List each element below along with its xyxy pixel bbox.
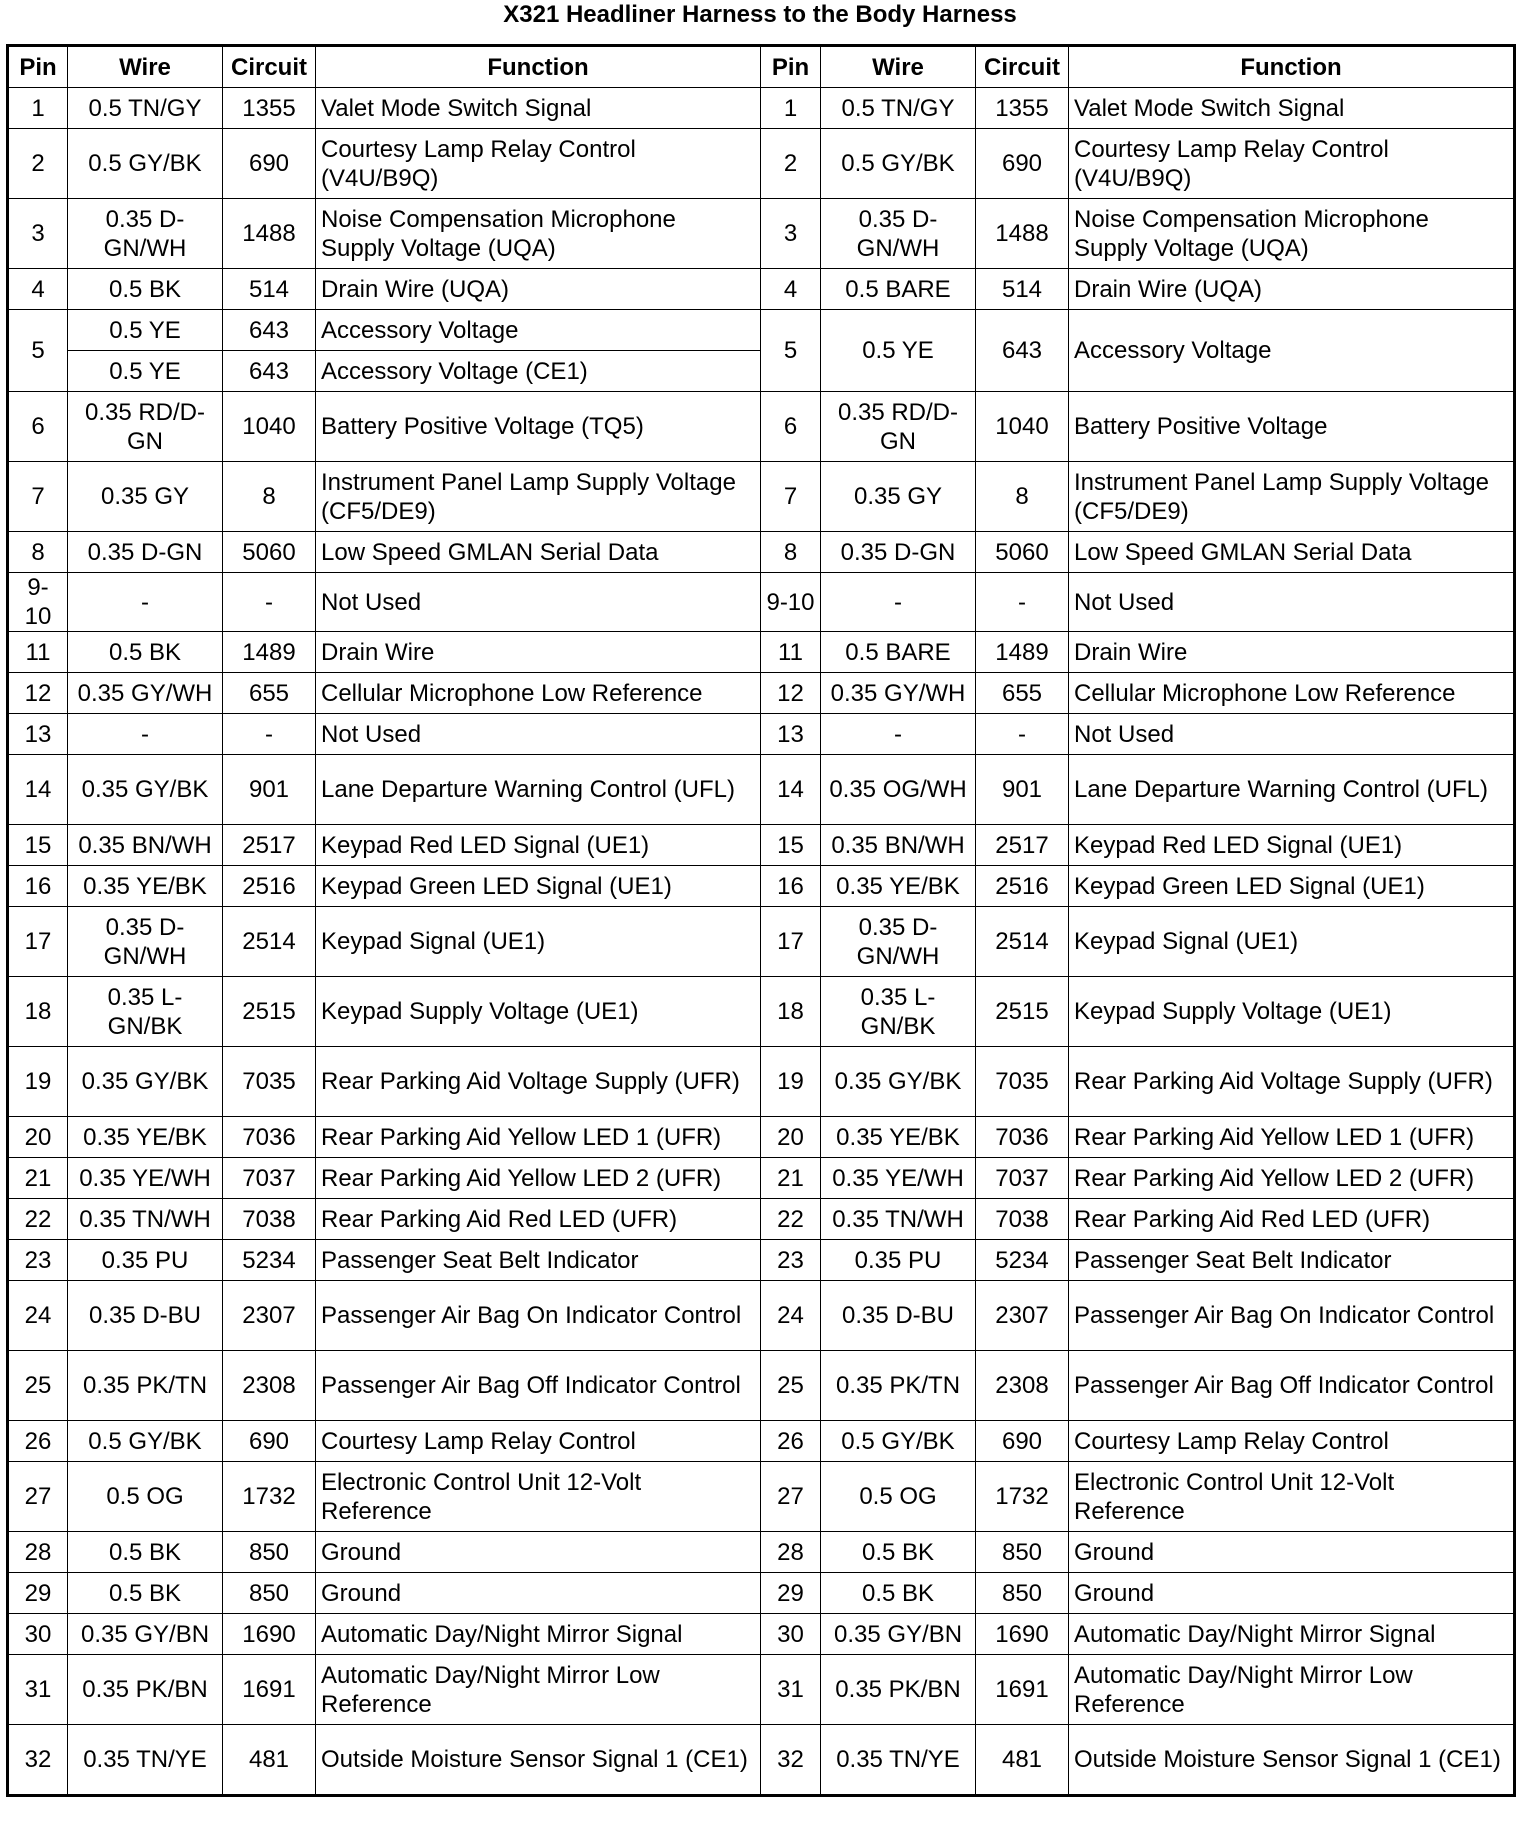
wire-cell: 0.35 TN/WH xyxy=(821,1199,976,1240)
function-cell: Battery Positive Voltage xyxy=(1069,392,1515,462)
pin-cell: 8 xyxy=(761,532,821,573)
pin-cell: 12 xyxy=(761,673,821,714)
header-function: Function xyxy=(316,46,761,88)
function-cell: Keypad Red LED Signal (UE1) xyxy=(1069,825,1515,866)
table-row xyxy=(8,573,1515,632)
wire-cell: 0.35 PK/TN xyxy=(821,1351,976,1421)
wire-cell: 0.35 GY xyxy=(68,462,223,532)
circuit-cell: - xyxy=(223,714,316,755)
wire-cell: 0.35 GY/WH xyxy=(68,673,223,714)
circuit-cell: 901 xyxy=(976,755,1069,825)
circuit-cell: 1691 xyxy=(223,1655,316,1725)
wire-cell: 0.35 OG/WH xyxy=(821,755,976,825)
wire-cell: 0.35 RD/D-GN xyxy=(821,392,976,462)
circuit-cell: 7038 xyxy=(976,1199,1069,1240)
table-row xyxy=(8,1573,1515,1614)
wire-cell: 0.5 OG xyxy=(821,1462,976,1532)
wire-cell: 0.5 BARE xyxy=(821,269,976,310)
circuit-cell: 1690 xyxy=(976,1614,1069,1655)
pin-cell: 16 xyxy=(761,866,821,907)
wire-cell: 0.35 TN/WH xyxy=(68,1199,223,1240)
function-cell: Accessory Voltage (CE1) xyxy=(316,351,761,392)
pin-cell: 30 xyxy=(761,1614,821,1655)
wire-cell: 0.35 YE/BK xyxy=(68,1117,223,1158)
pin-cell: 24 xyxy=(8,1281,68,1351)
pin-cell: 16 xyxy=(8,866,68,907)
circuit-cell: 1489 xyxy=(223,632,316,673)
table-row xyxy=(8,269,1515,310)
function-cell: Drain Wire xyxy=(1069,632,1515,673)
circuit-cell: 2515 xyxy=(976,977,1069,1047)
function-cell: Outside Moisture Sensor Signal 1 (CE1) xyxy=(316,1725,761,1796)
table-row xyxy=(8,1462,1515,1532)
wire-cell: 0.35 D-GN/WH xyxy=(68,199,223,269)
circuit-cell: 8 xyxy=(976,462,1069,532)
pin-cell: 12 xyxy=(8,673,68,714)
function-cell: Rear Parking Aid Voltage Supply (UFR) xyxy=(316,1047,761,1117)
table-row xyxy=(8,632,1515,673)
circuit-cell: - xyxy=(223,573,316,632)
pin-cell: 8 xyxy=(8,532,68,573)
function-cell: Valet Mode Switch Signal xyxy=(1069,88,1515,129)
table-row xyxy=(8,1655,1515,1725)
circuit-cell: 850 xyxy=(223,1573,316,1614)
function-cell: Electronic Control Unit 12-Volt Reference xyxy=(316,1462,761,1532)
wire-cell: 0.35 D-GN/WH xyxy=(821,907,976,977)
wire-cell: 0.35 YE/BK xyxy=(821,1117,976,1158)
wire-cell: 0.5 YE xyxy=(68,351,223,392)
wire-cell: 0.5 TN/GY xyxy=(821,88,976,129)
pin-cell: 4 xyxy=(761,269,821,310)
circuit-cell: 5060 xyxy=(223,532,316,573)
circuit-cell: 5060 xyxy=(976,532,1069,573)
circuit-cell: - xyxy=(976,573,1069,632)
function-cell: Rear Parking Aid Voltage Supply (UFR) xyxy=(1069,1047,1515,1117)
circuit-cell: 850 xyxy=(976,1532,1069,1573)
header-function: Function xyxy=(1069,46,1515,88)
circuit-cell: 1040 xyxy=(976,392,1069,462)
wire-cell: 0.35 GY/BK xyxy=(68,755,223,825)
function-cell: Drain Wire xyxy=(316,632,761,673)
pin-cell: 20 xyxy=(8,1117,68,1158)
function-cell: Automatic Day/Night Mirror Low Reference xyxy=(1069,1655,1515,1725)
function-cell: Drain Wire (UQA) xyxy=(316,269,761,310)
pin-cell: 20 xyxy=(761,1117,821,1158)
pin-cell: 11 xyxy=(8,632,68,673)
circuit-cell: 7035 xyxy=(976,1047,1069,1117)
wire-cell: 0.35 GY/WH xyxy=(821,673,976,714)
wire-cell: 0.35 RD/D-GN xyxy=(68,392,223,462)
table-row xyxy=(8,88,1515,129)
function-cell: Rear Parking Aid Yellow LED 2 (UFR) xyxy=(1069,1158,1515,1199)
function-cell: Lane Departure Warning Control (UFL) xyxy=(1069,755,1515,825)
wire-cell: 0.35 PK/BN xyxy=(68,1655,223,1725)
circuit-cell: 2308 xyxy=(976,1351,1069,1421)
function-cell: Ground xyxy=(316,1573,761,1614)
pin-cell: 30 xyxy=(8,1614,68,1655)
function-cell: Low Speed GMLAN Serial Data xyxy=(1069,532,1515,573)
pin-cell: 14 xyxy=(761,755,821,825)
function-cell: Low Speed GMLAN Serial Data xyxy=(316,532,761,573)
circuit-cell: 2517 xyxy=(223,825,316,866)
wire-cell: 0.5 BARE xyxy=(821,632,976,673)
wire-cell: 0.5 GY/BK xyxy=(821,129,976,199)
header-wire: Wire xyxy=(68,46,223,88)
pin-cell: 25 xyxy=(8,1351,68,1421)
table-row xyxy=(8,1532,1515,1573)
pin-cell: 7 xyxy=(8,462,68,532)
harness-table xyxy=(6,44,1516,1797)
table-row xyxy=(8,1117,1515,1158)
header-circuit: Circuit xyxy=(976,46,1069,88)
wire-cell: 0.35 TN/YE xyxy=(821,1725,976,1796)
function-cell: Courtesy Lamp Relay Control (V4U/B9Q) xyxy=(316,129,761,199)
table-row xyxy=(8,1421,1515,1462)
wire-cell: 0.5 OG xyxy=(68,1462,223,1532)
circuit-cell: 7037 xyxy=(223,1158,316,1199)
circuit-cell: 7038 xyxy=(223,1199,316,1240)
circuit-cell: 643 xyxy=(223,351,316,392)
wire-cell: 0.35 YE/BK xyxy=(68,866,223,907)
wire-cell: 0.35 PK/TN xyxy=(68,1351,223,1421)
pin-cell: 13 xyxy=(761,714,821,755)
header-row xyxy=(8,46,1515,88)
table-row xyxy=(8,129,1515,199)
circuit-cell: 1732 xyxy=(976,1462,1069,1532)
wire-cell: 0.35 PU xyxy=(68,1240,223,1281)
wire-cell: 0.5 GY/BK xyxy=(821,1421,976,1462)
function-cell: Instrument Panel Lamp Supply Voltage (CF5/DE9) xyxy=(1069,462,1515,532)
table-row xyxy=(8,1158,1515,1199)
pin-cell: 1 xyxy=(761,88,821,129)
circuit-cell: 1488 xyxy=(223,199,316,269)
circuit-cell: 481 xyxy=(976,1725,1069,1796)
table-row xyxy=(8,1725,1515,1796)
circuit-cell: 690 xyxy=(223,1421,316,1462)
circuit-cell: 1690 xyxy=(223,1614,316,1655)
function-cell: Outside Moisture Sensor Signal 1 (CE1) xyxy=(1069,1725,1515,1796)
function-cell: Keypad Green LED Signal (UE1) xyxy=(316,866,761,907)
pin-cell: 9-10 xyxy=(761,573,821,632)
circuit-cell: 481 xyxy=(223,1725,316,1796)
circuit-cell: 2516 xyxy=(976,866,1069,907)
pin-cell: 9-10 xyxy=(8,573,68,632)
circuit-cell: 1732 xyxy=(223,1462,316,1532)
pin-cell: 21 xyxy=(8,1158,68,1199)
table-row xyxy=(8,199,1515,269)
function-cell: Not Used xyxy=(316,573,761,632)
circuit-cell: - xyxy=(976,714,1069,755)
table-row xyxy=(8,825,1515,866)
function-cell: Noise Compensation Microphone Supply Voltage (UQA) xyxy=(316,199,761,269)
circuit-cell: 5234 xyxy=(976,1240,1069,1281)
function-cell: Ground xyxy=(1069,1532,1515,1573)
function-cell: Courtesy Lamp Relay Control xyxy=(316,1421,761,1462)
function-cell: Automatic Day/Night Mirror Low Reference xyxy=(316,1655,761,1725)
function-cell: Courtesy Lamp Relay Control (V4U/B9Q) xyxy=(1069,129,1515,199)
pin-cell: 25 xyxy=(761,1351,821,1421)
wire-cell: 0.35 GY/BK xyxy=(68,1047,223,1117)
pin-cell: 23 xyxy=(8,1240,68,1281)
function-cell: Accessory Voltage xyxy=(1069,310,1515,392)
function-cell: Ground xyxy=(1069,1573,1515,1614)
wire-cell: 0.5 BK xyxy=(68,269,223,310)
pin-cell: 26 xyxy=(8,1421,68,1462)
wire-cell: 0.35 GY xyxy=(821,462,976,532)
function-cell: Passenger Air Bag On Indicator Control xyxy=(1069,1281,1515,1351)
pin-cell: 24 xyxy=(761,1281,821,1351)
circuit-cell: 7035 xyxy=(223,1047,316,1117)
circuit-cell: 1691 xyxy=(976,1655,1069,1725)
wire-cell: 0.35 L-GN/BK xyxy=(821,977,976,1047)
circuit-cell: 2517 xyxy=(976,825,1069,866)
circuit-cell: 655 xyxy=(976,673,1069,714)
pin-cell: 15 xyxy=(8,825,68,866)
wire-cell: 0.35 GY/BN xyxy=(68,1614,223,1655)
pin-cell: 31 xyxy=(761,1655,821,1725)
circuit-cell: 643 xyxy=(976,310,1069,392)
pin-cell: 28 xyxy=(8,1532,68,1573)
wire-cell: 0.5 YE xyxy=(821,310,976,392)
wire-cell: 0.35 PU xyxy=(821,1240,976,1281)
function-cell: Noise Compensation Microphone Supply Voltage (UQA) xyxy=(1069,199,1515,269)
table-row xyxy=(8,392,1515,462)
function-cell: Not Used xyxy=(1069,573,1515,632)
pin-cell: 17 xyxy=(761,907,821,977)
function-cell: Ground xyxy=(316,1532,761,1573)
function-cell: Lane Departure Warning Control (UFL) xyxy=(316,755,761,825)
function-cell: Rear Parking Aid Yellow LED 1 (UFR) xyxy=(316,1117,761,1158)
wire-cell: 0.5 GY/BK xyxy=(68,129,223,199)
circuit-cell: 643 xyxy=(223,310,316,351)
pin-cell: 14 xyxy=(8,755,68,825)
circuit-cell: 655 xyxy=(223,673,316,714)
circuit-cell: 1355 xyxy=(223,88,316,129)
wire-cell: 0.35 D-BU xyxy=(68,1281,223,1351)
header-circuit: Circuit xyxy=(223,46,316,88)
wire-cell: 0.35 GY/BN xyxy=(821,1614,976,1655)
function-cell: Rear Parking Aid Yellow LED 2 (UFR) xyxy=(316,1158,761,1199)
pin-cell: 6 xyxy=(761,392,821,462)
circuit-cell: 514 xyxy=(976,269,1069,310)
wire-cell: 0.35 L-GN/BK xyxy=(68,977,223,1047)
pin-cell: 23 xyxy=(761,1240,821,1281)
pin-cell: 11 xyxy=(761,632,821,673)
circuit-cell: 7036 xyxy=(223,1117,316,1158)
wire-cell: 0.35 PK/BN xyxy=(821,1655,976,1725)
circuit-cell: 1040 xyxy=(223,392,316,462)
table-row xyxy=(8,755,1515,825)
wire-cell: - xyxy=(821,714,976,755)
circuit-cell: 7036 xyxy=(976,1117,1069,1158)
circuit-cell: 8 xyxy=(223,462,316,532)
wire-cell: 0.5 GY/BK xyxy=(68,1421,223,1462)
pin-cell: 3 xyxy=(8,199,68,269)
wire-cell: 0.5 BK xyxy=(821,1573,976,1614)
function-cell: Rear Parking Aid Red LED (UFR) xyxy=(316,1199,761,1240)
wire-cell: 0.35 D-GN xyxy=(821,532,976,573)
pin-cell: 2 xyxy=(8,129,68,199)
wire-cell: 0.35 YE/WH xyxy=(68,1158,223,1199)
function-cell: Keypad Signal (UE1) xyxy=(1069,907,1515,977)
wire-cell: - xyxy=(68,573,223,632)
circuit-cell: 690 xyxy=(976,1421,1069,1462)
table-row xyxy=(8,714,1515,755)
function-cell: Passenger Air Bag Off Indicator Control xyxy=(1069,1351,1515,1421)
wire-cell: 0.35 BN/WH xyxy=(821,825,976,866)
function-cell: Automatic Day/Night Mirror Signal xyxy=(316,1614,761,1655)
function-cell: Battery Positive Voltage (TQ5) xyxy=(316,392,761,462)
function-cell: Keypad Supply Voltage (UE1) xyxy=(1069,977,1515,1047)
pin-cell: 22 xyxy=(8,1199,68,1240)
wire-cell: 0.35 D-GN xyxy=(68,532,223,573)
function-cell: Instrument Panel Lamp Supply Voltage (CF5/DE9) xyxy=(316,462,761,532)
circuit-cell: 5234 xyxy=(223,1240,316,1281)
wire-cell: 0.35 YE/BK xyxy=(821,866,976,907)
pin-cell: 18 xyxy=(761,977,821,1047)
wire-cell: 0.35 D-BU xyxy=(821,1281,976,1351)
circuit-cell: 2307 xyxy=(223,1281,316,1351)
wire-cell: 0.5 YE xyxy=(68,310,223,351)
pin-cell: 32 xyxy=(8,1725,68,1796)
header-pin: Pin xyxy=(761,46,821,88)
pin-cell: 17 xyxy=(8,907,68,977)
wire-cell: 0.35 D-GN/WH xyxy=(821,199,976,269)
circuit-cell: 2514 xyxy=(223,907,316,977)
pin-cell: 22 xyxy=(761,1199,821,1240)
circuit-cell: 850 xyxy=(223,1532,316,1573)
pin-cell: 19 xyxy=(761,1047,821,1117)
function-cell: Not Used xyxy=(316,714,761,755)
wire-cell: 0.35 BN/WH xyxy=(68,825,223,866)
wire-cell: 0.5 TN/GY xyxy=(68,88,223,129)
table-row xyxy=(8,310,1515,351)
table-row xyxy=(8,866,1515,907)
function-cell: Passenger Seat Belt Indicator xyxy=(316,1240,761,1281)
pin-cell: 2 xyxy=(761,129,821,199)
function-cell: Electronic Control Unit 12-Volt Reference xyxy=(1069,1462,1515,1532)
pin-cell: 13 xyxy=(8,714,68,755)
pin-cell: 32 xyxy=(761,1725,821,1796)
table-row xyxy=(8,673,1515,714)
wire-cell: 0.5 BK xyxy=(68,1573,223,1614)
circuit-cell: 690 xyxy=(976,129,1069,199)
function-cell: Rear Parking Aid Yellow LED 1 (UFR) xyxy=(1069,1117,1515,1158)
pin-cell: 5 xyxy=(761,310,821,392)
function-cell: Passenger Air Bag On Indicator Control xyxy=(316,1281,761,1351)
function-cell: Keypad Supply Voltage (UE1) xyxy=(316,977,761,1047)
function-cell: Automatic Day/Night Mirror Signal xyxy=(1069,1614,1515,1655)
circuit-cell: 901 xyxy=(223,755,316,825)
function-cell: Keypad Red LED Signal (UE1) xyxy=(316,825,761,866)
table-row xyxy=(8,907,1515,977)
pin-cell: 1 xyxy=(8,88,68,129)
function-cell: Keypad Green LED Signal (UE1) xyxy=(1069,866,1515,907)
wire-cell: 0.35 D-GN/WH xyxy=(68,907,223,977)
pin-cell: 6 xyxy=(8,392,68,462)
pin-cell: 31 xyxy=(8,1655,68,1725)
pin-cell: 15 xyxy=(761,825,821,866)
pin-cell: 7 xyxy=(761,462,821,532)
wire-cell: 0.35 TN/YE xyxy=(68,1725,223,1796)
circuit-cell: 514 xyxy=(223,269,316,310)
pin-cell: 3 xyxy=(761,199,821,269)
function-cell: Valet Mode Switch Signal xyxy=(316,88,761,129)
function-cell: Courtesy Lamp Relay Control xyxy=(1069,1421,1515,1462)
pin-cell: 29 xyxy=(761,1573,821,1614)
wire-cell: 0.5 BK xyxy=(68,1532,223,1573)
pin-cell: 26 xyxy=(761,1421,821,1462)
circuit-cell: 1488 xyxy=(976,199,1069,269)
function-cell: Cellular Microphone Low Reference xyxy=(1069,673,1515,714)
pin-cell: 28 xyxy=(761,1532,821,1573)
circuit-cell: 2516 xyxy=(223,866,316,907)
circuit-cell: 2515 xyxy=(223,977,316,1047)
header-wire: Wire xyxy=(821,46,976,88)
circuit-cell: 2514 xyxy=(976,907,1069,977)
wire-cell: - xyxy=(68,714,223,755)
table-row xyxy=(8,462,1515,532)
pin-cell: 29 xyxy=(8,1573,68,1614)
pin-cell: 21 xyxy=(761,1158,821,1199)
pin-cell: 4 xyxy=(8,269,68,310)
table-row xyxy=(8,1047,1515,1117)
circuit-cell: 1489 xyxy=(976,632,1069,673)
pin-cell: 19 xyxy=(8,1047,68,1117)
wire-cell: - xyxy=(821,573,976,632)
wire-cell: 0.5 BK xyxy=(68,632,223,673)
pin-cell: 18 xyxy=(8,977,68,1047)
function-cell: Passenger Air Bag Off Indicator Control xyxy=(316,1351,761,1421)
table-row xyxy=(8,977,1515,1047)
wire-cell: 0.5 BK xyxy=(821,1532,976,1573)
table-row xyxy=(8,1614,1515,1655)
table-row xyxy=(8,1351,1515,1421)
function-cell: Drain Wire (UQA) xyxy=(1069,269,1515,310)
circuit-cell: 7037 xyxy=(976,1158,1069,1199)
table-body xyxy=(8,88,1515,1796)
pin-cell: 5 xyxy=(8,310,68,392)
function-cell: Passenger Seat Belt Indicator xyxy=(1069,1240,1515,1281)
function-cell: Not Used xyxy=(1069,714,1515,755)
function-cell: Rear Parking Aid Red LED (UFR) xyxy=(1069,1199,1515,1240)
table-row xyxy=(8,1199,1515,1240)
circuit-cell: 850 xyxy=(976,1573,1069,1614)
header-pin: Pin xyxy=(8,46,68,88)
function-cell: Accessory Voltage xyxy=(316,310,761,351)
function-cell: Cellular Microphone Low Reference xyxy=(316,673,761,714)
table-row xyxy=(8,1281,1515,1351)
pin-cell: 27 xyxy=(761,1462,821,1532)
wire-cell: 0.35 GY/BK xyxy=(821,1047,976,1117)
table-row xyxy=(8,532,1515,573)
wire-cell: 0.35 YE/WH xyxy=(821,1158,976,1199)
circuit-cell: 2308 xyxy=(223,1351,316,1421)
circuit-cell: 2307 xyxy=(976,1281,1069,1351)
pin-cell: 27 xyxy=(8,1462,68,1532)
table-row xyxy=(8,1240,1515,1281)
circuit-cell: 1355 xyxy=(976,88,1069,129)
circuit-cell: 690 xyxy=(223,129,316,199)
function-cell: Keypad Signal (UE1) xyxy=(316,907,761,977)
page-title: X321 Headliner Harness to the Body Harness xyxy=(503,1,1017,28)
